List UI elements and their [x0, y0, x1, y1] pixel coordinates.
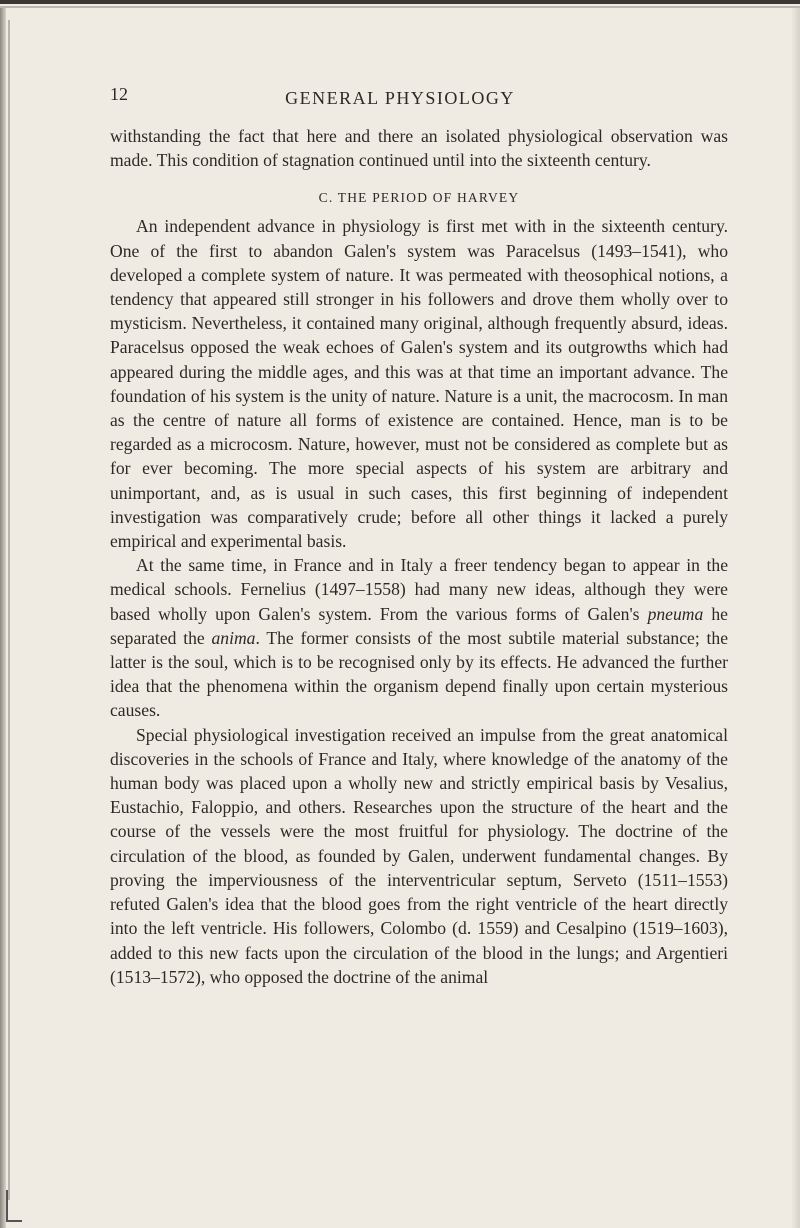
italic-term-pneuma: pneuma [647, 603, 704, 624]
section-paragraph-3: Special physiological investigation received an impulse from the great anatomical discoveries in the schools of France and Italy, where knowledge of the anatomy of the human body was placed upon a wholly new and strictly empirical basis by Vesalius, Eustachio, Faloppio, and others. Researches upon the structure of the heart and the course of the vessels were the most fruitful for physiology. The doctrine of the circulation of the blood, as founded by Galen, underwent fundamental changes. By proving the imperviousness of the interventricular septum, Serveto (1511–1553) refuted Galen's idea that the blood goes from the right ventricle of the heart directly into the left ventricle. His followers, Colombo (d. 1559) and Cesalpino (1519–1603), added to this new facts upon the circulation of the blood in the lungs; and Argentieri (1513–1572), who opposed the doctrine of the animal [110, 724, 728, 987]
top-edge-shadow [0, 6, 800, 8]
section-paragraph-1: An independent advance in physiology is first met with in the sixteenth century. One of the first to abandon Galen's system was Paracelsus (1493–1541), who developed a complete system of nature. It was permeated with theosophical notions, a tendency that appeared still stronger in his followers and drove them wholly over to mysticism. Nevertheless, it contained many original, although frequently absurd, ideas. Paracelsus opposed the weak echoes of Galen's system and its outgrowths which had appeared during the middle ages, and this was at that time an important advance. The foundation of his system is the unity of nature. Nature is a unit, the macrocosm. In man as the centre of nature all forms of existence are contained. Hence, man is to be regarded as a microcosm. Nature, however, must not be considered as complete but as for ever becoming. The more special aspects of his system are arbitrary and unimportant, and, as is usual in such cases, this first beginning of independent investigation was comparatively crude; before all other things it lacked a purely empirical and experimental basis. [110, 216, 728, 552]
body-paragraph-1: withstanding the fact that here and there an isolated physiological observation was made. This condition of stagnation continued until into the sixteenth century. [110, 126, 728, 171]
page-number: 12 [110, 84, 128, 104]
section-heading: C. THE PERIOD OF HARVEY [318, 190, 520, 206]
top-edge-line [0, 0, 800, 4]
book-gutter-left [0, 8, 6, 1228]
italic-term-anima: anima [211, 627, 256, 648]
paragraph-text: At the same time, in France and in Italy a freer tendency began to appear in the medical schools. Fernelius (1497–1558) had many new ideas, although they were based wholly upon Galen's system. From the various forms of Galen's [110, 555, 728, 624]
paragraph-text: he separated the [110, 603, 728, 648]
page-edge-right [792, 8, 800, 1228]
paragraph-text: . The former consists of the most subtile material substance; the latter is the soul, which is to be recognised only by its effects. He advanced the further idea that the phenomena within the organism depend finally upon certain mysterious causes. [110, 627, 728, 721]
page-body [110, 124, 728, 989]
page-corner-mark [6, 1190, 22, 1222]
running-head: GENERAL PHYSIOLOGY [285, 88, 515, 108]
book-gutter-line [8, 20, 10, 1200]
section-paragraph-2 [110, 553, 728, 722]
